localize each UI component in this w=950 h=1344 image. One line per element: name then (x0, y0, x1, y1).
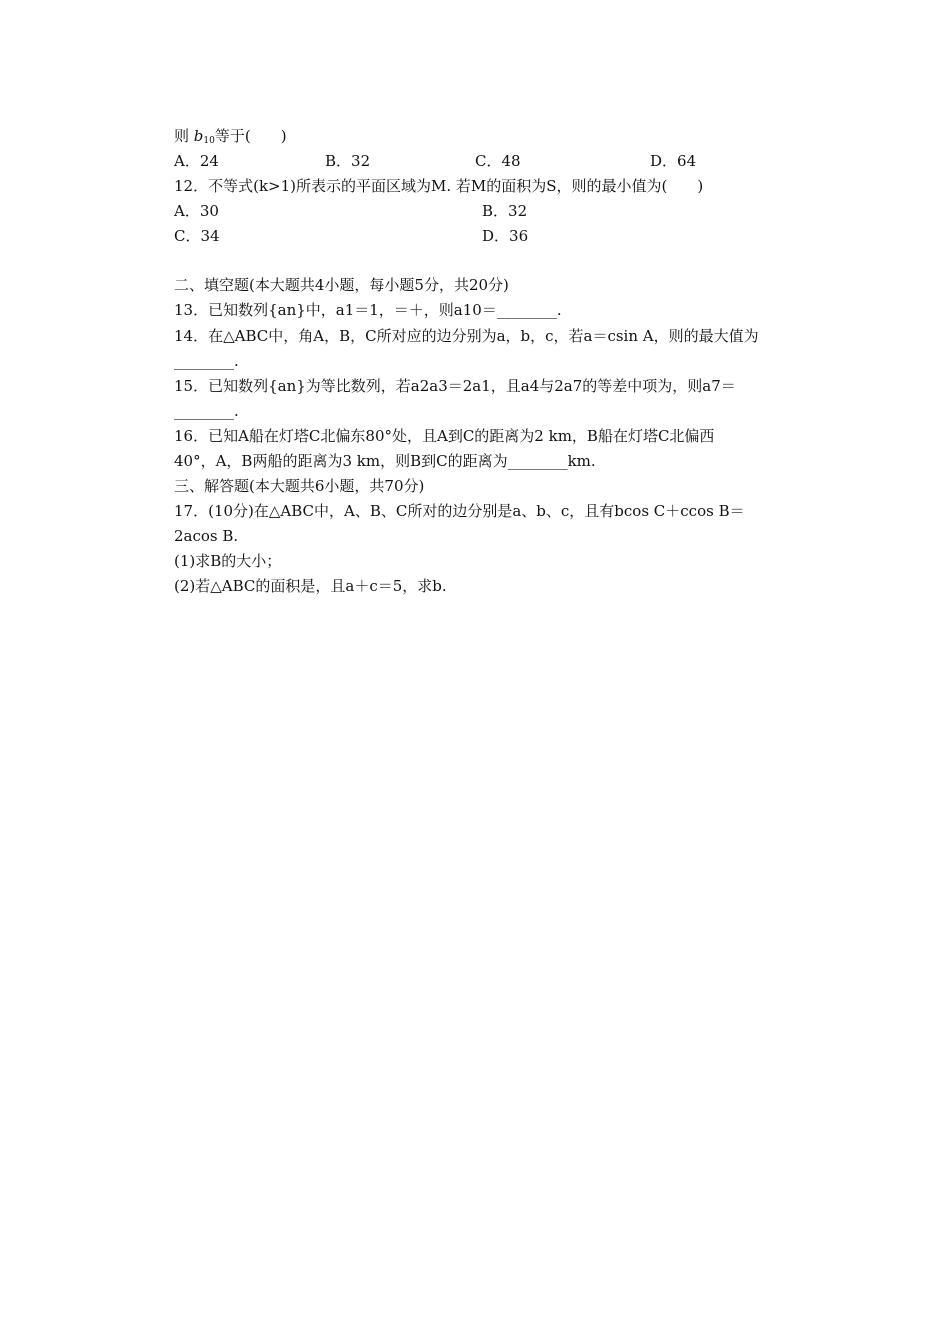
q11-option-d: D．64 (650, 152, 697, 170)
q15-answer-blank: ________. (174, 402, 239, 420)
section-solutions-title: 三、解答题(本大题共6小题，共70分) (174, 477, 425, 495)
q14-line-1: 14．在△ABC中，角A，B，C所对应的边分别为a，b，c，若a＝csin A，则的最大值为 (174, 327, 759, 345)
q13-stem: 13．已知数列{an}中，a1＝1，＝＋，则a10＝________. (174, 301, 562, 319)
q11-option-a: A．24 (174, 152, 219, 170)
q11-option-b: B．32 (325, 152, 371, 170)
q17-line-2: 2acos B. (174, 527, 239, 545)
q12-option-d: D．36 (482, 227, 529, 245)
q16-line-1: 16．已知A船在灯塔C北偏东80°处，且A到C的距离为2 km，B船在灯塔C北偏西 (174, 427, 715, 445)
section-fill-in-title: 二、填空题(本大题共4小题，每小题5分，共20分) (174, 276, 509, 294)
q17-part-1: (1)求B的大小； (174, 552, 282, 570)
q15-line-1: 15．已知数列{an}为等比数列，若a2a3＝2a1，且a4与2a7的等差中项为，则a7＝ (174, 377, 736, 395)
q12-stem: 12．不等式(k>1)所表示的平面区域为M. 若M的面积为S，则的最小值为( ) (174, 177, 704, 195)
q17-line-1: 17．(10分)在△ABC中，A、B、C所对的边分别是a、b、c，且有bcos C＋ccos B＝ (174, 502, 745, 520)
q16-line-2: 40°，A，B两船的距离为3 km，则B到C的距离为________km. (174, 452, 596, 470)
q11-stem: 则 $b_{10}$等于( ) (174, 127, 287, 146)
q12-option-a: A．30 (174, 202, 219, 220)
q12-option-c: C．34 (174, 227, 220, 245)
q14-answer-blank: ________. (174, 352, 239, 370)
q11-option-c: C．48 (475, 152, 521, 170)
q17-part-2: (2)若△ABC的面积是，且a＋c＝5，求b. (174, 577, 447, 595)
q12-option-b: B．32 (482, 202, 528, 220)
